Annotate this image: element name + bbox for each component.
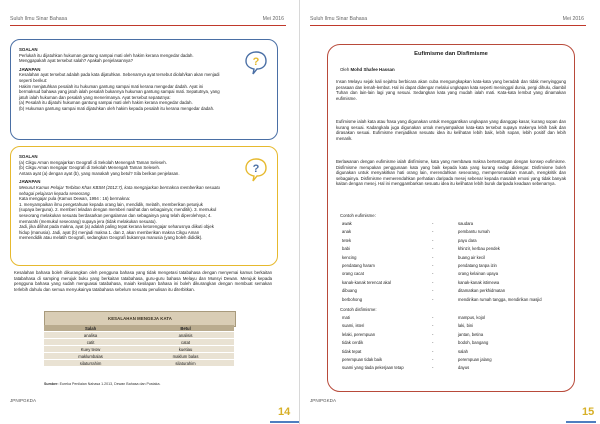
source-text: Eureka Penilaian Nahasa 1.2013, Dewan Bahasa dan Pustaka. [59, 382, 161, 386]
eufimisme-row [342, 263, 562, 269]
table-cell: Kuey teow [44, 346, 137, 353]
jawapan-line: jatuh ialah hukuman dan pesalah yang menerimanya. Ayat tersebut sepatutnya: [19, 94, 171, 100]
footer-brand: JPNIPGKDA [310, 398, 337, 403]
page-number: 14 [278, 406, 291, 418]
jawapan-line: Hakim menjatuhkan pesalah itu hukuman gantung sampai mati kerana mengedar dadah. Ayat ini [19, 83, 204, 89]
table-cell: maklumbalas [44, 353, 137, 360]
eufimisme-row [342, 297, 562, 303]
eufimisme-word: babi [342, 246, 350, 252]
header-title: Suluh Ilmu Sinar Bahasa [10, 16, 68, 22]
table-header: Salah [44, 325, 137, 332]
dash-separator: - [432, 263, 434, 268]
disfimisme-row [342, 340, 562, 346]
eufimisme-word: pendatang haram [342, 263, 375, 268]
dash-separator: - [432, 279, 434, 285]
dash-separator: - [432, 229, 434, 235]
table-cell: catat [137, 339, 234, 346]
table-row [44, 360, 234, 367]
disfimisme-row [342, 365, 562, 371]
disfimisme-word: lelaki, perempuan [342, 331, 376, 337]
header-title: Suluh Ilmu Sinar Bahasa [310, 16, 368, 22]
jawapan-line: bermaksud bahawa yang jatuh ialah pesalah bukannya hukuman gantung sampai mati. Sepatutnya, yang [19, 89, 220, 95]
dash-separator: - [432, 357, 434, 362]
dash-separator: - [432, 237, 434, 243]
article-paragraph: Insan Melayu sejak kali sejahtu berbicara akan cuba mengungkapkan kata-kata yang beradab dan tidak menyinggung perasaan dan lemah-lembut. Hal ini dapat didengar melalui ungkapan kata seperti meninggal dunia, pergi dihulu, diambil Tuhan dan lain-lain lagi yang sesuai. Sedangkan kata yang mudah ialah mati. Kata-kata lembut yang dinamakan eufimisme. [336, 79, 566, 101]
soalan-line: Antara ayat (a) dengan ayat (b), yang manakah yang betul? Sila berikan penjelasan. [19, 170, 180, 176]
eufimisme-row [342, 255, 562, 261]
disfimisme-word: mati [342, 315, 350, 320]
disfimisme-word: suami yang tiada pekerjaan tetap [342, 365, 404, 371]
eufimisme-row [342, 288, 562, 294]
disfimisme-word: tidak tepat [342, 348, 362, 354]
svg-text:?: ? [252, 163, 260, 175]
page-number-bar [270, 421, 300, 423]
eufimisme-word: anak [342, 229, 352, 235]
header-date: Mei 2016 [562, 16, 584, 22]
eufimisme-meaning: kanak-kanak istimewa [458, 279, 500, 285]
dash-separator: - [432, 348, 434, 354]
dash-separator: - [432, 323, 434, 329]
disfimisme-row [342, 349, 562, 355]
dash-separator: - [432, 221, 434, 226]
eufimisme-meaning: pendatang tanpa izin [458, 263, 497, 268]
dash-separator: - [432, 271, 434, 277]
eufimisme-row [342, 246, 562, 252]
jawapan-italic-line: Menurut Kamus Pelajar Terbitan Khas KBSM (2012:7), kata mengajarkan bermakna memberikan sesuatu [19, 184, 220, 190]
header-divider [310, 25, 586, 26]
jawapan-line: Kata mengajar pula (Kamus Dewan, 1994 : 16) bermakna: [19, 196, 131, 202]
dash-separator: - [432, 331, 434, 337]
disfimisme-meaning: salah [458, 348, 469, 354]
soalan-line: (a) Cikgu Aman mengajarkan Geografi di Sekolah Menengah Taman Seleseh. [19, 159, 168, 165]
jawapan-line: (supaya berguna). 2. memberi teladan dengan memberi nasihat dan sebagainya; menditik). 3. memukul [19, 207, 217, 213]
eufimisme-word: berbohong [342, 296, 363, 302]
disfimisme-meaning: dayus [458, 365, 470, 371]
dash-separator: - [432, 288, 434, 294]
eufimisme-row [342, 271, 562, 277]
eufimisme-meaning: khinzir, kerbau pendek [458, 246, 500, 252]
article-frame [327, 44, 575, 392]
soalan-line: Menggapakah ayat tersebut salah? Apakah penjelasannya? [19, 58, 133, 64]
eufimisme-row [342, 221, 562, 227]
eufimisme-meaning: saudara [458, 221, 474, 226]
eufimisme-meaning: ditamatkan perkhidmatan [458, 288, 506, 294]
table-row [44, 332, 234, 339]
table-header: Betul [137, 325, 234, 332]
eufimisme-word: kanak-kanak terencat akal [342, 279, 391, 285]
disfimisme-meaning: laki, bini [458, 323, 474, 329]
disfimisme-row [342, 357, 562, 363]
dash-separator: - [432, 296, 434, 302]
eufimisme-meaning: orang kelainan upaya [458, 271, 499, 277]
question-box-2 [10, 146, 278, 266]
jawapan-line: memarahi (memukul seseorang) supaya jera (tidak melakukan sesuatu). [19, 218, 157, 224]
jawapan-line: Kesalahan ayat tersebut adalah pada kata dijatuhkan. Sebenarnya ayat tersebut diolah/kan akan menjadi [19, 72, 220, 78]
eufimisme-meaning: pembantu rumah [458, 229, 490, 235]
table-cell: silaturahim [137, 360, 234, 367]
dash-separator: - [432, 246, 434, 252]
dash-separator: - [432, 254, 434, 260]
article-paragraph: Eufimisme ialah kata atau frasa yang digunakan untuk menggantikan ungkapan yang dianggap kasar, kurang sopan dan kurang sesuai. Kadangkala juga digunakan untuk menyampaikan kata-kata tersebut supaya makenya lebih baik dan dirasakan sesuai. Eufimisme menjadikan sesuatu idea itu kelihatan lebih baik, lebih sopan, lebih positif dan lebih menarik. [336, 119, 566, 141]
table-cell: analisa [44, 332, 137, 339]
question-box-1-content [19, 47, 231, 112]
svg-text:?: ? [252, 56, 260, 68]
page-number: 15 [582, 406, 595, 418]
table-cell: silaturrahim [44, 360, 137, 367]
jawapan-label: JAWAPAN [19, 66, 41, 72]
jawapan-line: 1. menyampaikan ilmu pengetahuan kepada orang lain, mendidik, melatih, memberikan petunjuk [19, 201, 203, 207]
table-cell: kuetiau [137, 346, 234, 353]
jawapan-line: seseorang melakukan sesuatu berdasarkan pengalaman dan sebagainya yang telah diperolehnya; 4. [19, 212, 212, 218]
source-label: Sumber: [44, 382, 59, 386]
eufimisme-meaning: buang air kecil [458, 254, 486, 260]
eufimisme-word: awak [342, 221, 352, 226]
disfimisme-word: tidak cerdik [342, 340, 364, 346]
disfimisme-row [342, 315, 562, 321]
article-author [340, 67, 395, 72]
disfimisme-meaning: mampus, kojol [458, 315, 485, 320]
spelling-table [44, 325, 234, 366]
eufimisme-word: dibuang [342, 288, 357, 294]
eufimisme-heading: Contoh eufimisme: [340, 213, 376, 218]
dash-separator: - [432, 340, 434, 346]
eufimisme-word: tetek [342, 237, 352, 243]
header-date: Mei 2016 [262, 16, 284, 22]
disfimisme-word: suami, isteri [342, 323, 365, 329]
soalan-label: SOALAN [19, 154, 38, 159]
article-title: Eufimisme dan Disfimisme [414, 51, 488, 57]
article-paragraph: Berlawanan dengan eufimisme ialah disfimisme, kata yang membawa makna bertentangan dengan konsep eufimisme. Disfimisme merupakan penggunaan kata yang baik kepada kata yang kurang sedap didengar. Disfimisme boleh digunakan untuk menyakitkan hati orang lain, merendahkan seseorang, mempersendakan maruah, mengkritik dan sebagainya. Disfimisme memerendahkan perhatian daripada mesej sebenar kepada masalah emosi yang tidak banyak kaitan dengan mesej. Hal ini menggambarkan sesuatu idea itu kelihatan lebih buruk daripada keadaan sebenarnya. [336, 159, 566, 187]
jawapan-line: Jadi, jika dilihat pada makna, ayat (a) adalah paling tepat kerana ketorengajar seharusnya diikuti objek [19, 224, 214, 230]
jawapan-line: (b) Hukuman gantung sampai mati dijatuhkan oleh hakim kepada pesalah itu kerana mengedar dadah. [19, 105, 215, 111]
eufimisme-row [342, 280, 562, 286]
disfimisme-word: perempuan tidak baik [342, 357, 383, 362]
body-paragraph: Kesalahan bahasa boleh dikurangkan oleh pengguna bahasa yang tidak mengetasi tatabahasa dengan menyemai kamus berkaitan tatabahasa di samping merujuk buku yang berkaitan tatabahasa, guru-guru bahasa Melayu dan Munsyi Dewan. Merujuk kepada pengguna bahasa yang sudah menguasai tatabahasa, maiah kesilapan bahasa ini boleh dikurangkan dengan membuat semakan terlebih dahulu dan semua menyukainya tatabahasa sebelum sesuatu penulisan itu diterbitkan. [14, 270, 272, 293]
jawapan-line: memendidik atau melatih Geografi, sedangkan Geografi bukannya manusia (yang boleh dididik). [19, 235, 203, 241]
eufimisme-meaning: mendirikan rumah tangga, mendirikan masjid [458, 296, 542, 302]
jawapan-italic-line: sebagai pelajaran kepada seseorang. [19, 190, 91, 196]
eufimisme-word: kencing [342, 254, 357, 260]
question-box-1 [10, 39, 278, 140]
footer-brand: JPNIPGKDA [10, 398, 37, 403]
disfimisme-meaning: perempuan jalang [458, 357, 492, 362]
question-box-2-content [19, 154, 231, 241]
question-bubble-icon [245, 157, 267, 183]
eufimisme-word: orang cacat [342, 271, 364, 277]
page-number-bar [566, 421, 596, 423]
header-divider [10, 25, 286, 26]
soalan-label: SOALAN [19, 47, 38, 52]
table-source [44, 382, 160, 386]
table-cell: maklum balas [137, 353, 234, 360]
jawapan-line: seperti berikut: [19, 77, 48, 83]
jawapan-line: hidup (manusia). Jadi, ayat (b) menjadi makna 1. dan 2, akan memberikan makna Cikgu Aman [19, 229, 200, 235]
dash-separator: - [432, 365, 434, 371]
disfimisme-row [342, 323, 562, 329]
page-right [300, 0, 600, 424]
soalan-line: Perlukah itu dijatuhkan hukuman gantung sampai mati oleh hakim kerana mengedar dadah. [19, 52, 194, 58]
author-name: Mohd Shafee Hassan [350, 67, 395, 72]
disfimisme-meaning: bodoh, bangang [458, 340, 489, 346]
question-bubble-icon [245, 50, 267, 76]
table-cell: analisis [137, 332, 234, 339]
disfimisme-meaning: jantan, betina [458, 331, 484, 337]
eufimisme-row [342, 238, 562, 244]
soalan-line: (b) Cikgu Aman mengajar Geografi di Sekolah Menengah Taman Seleseh. [19, 165, 161, 171]
table-cell: catit [44, 339, 137, 346]
jawapan-label: JAWAPAN [19, 179, 41, 185]
dash-separator: - [432, 315, 434, 320]
disfimisme-heading: Contoh disfimisme: [340, 307, 377, 312]
jawapan-line: (a) Pesalah itu dijatuhi hukuman gantung sampai mati oleh hakim kerana mengedar dadah. [19, 100, 193, 106]
table-row [44, 346, 234, 353]
table-row [44, 339, 234, 346]
eufimisme-row [342, 229, 562, 235]
table-title: KESALAHAN MENGEJA KATA [108, 316, 172, 321]
eufimisme-meaning: payu dara [458, 237, 477, 243]
author-prefix: Oleh [340, 67, 350, 72]
table-row [44, 353, 234, 360]
disfimisme-row [342, 332, 562, 338]
